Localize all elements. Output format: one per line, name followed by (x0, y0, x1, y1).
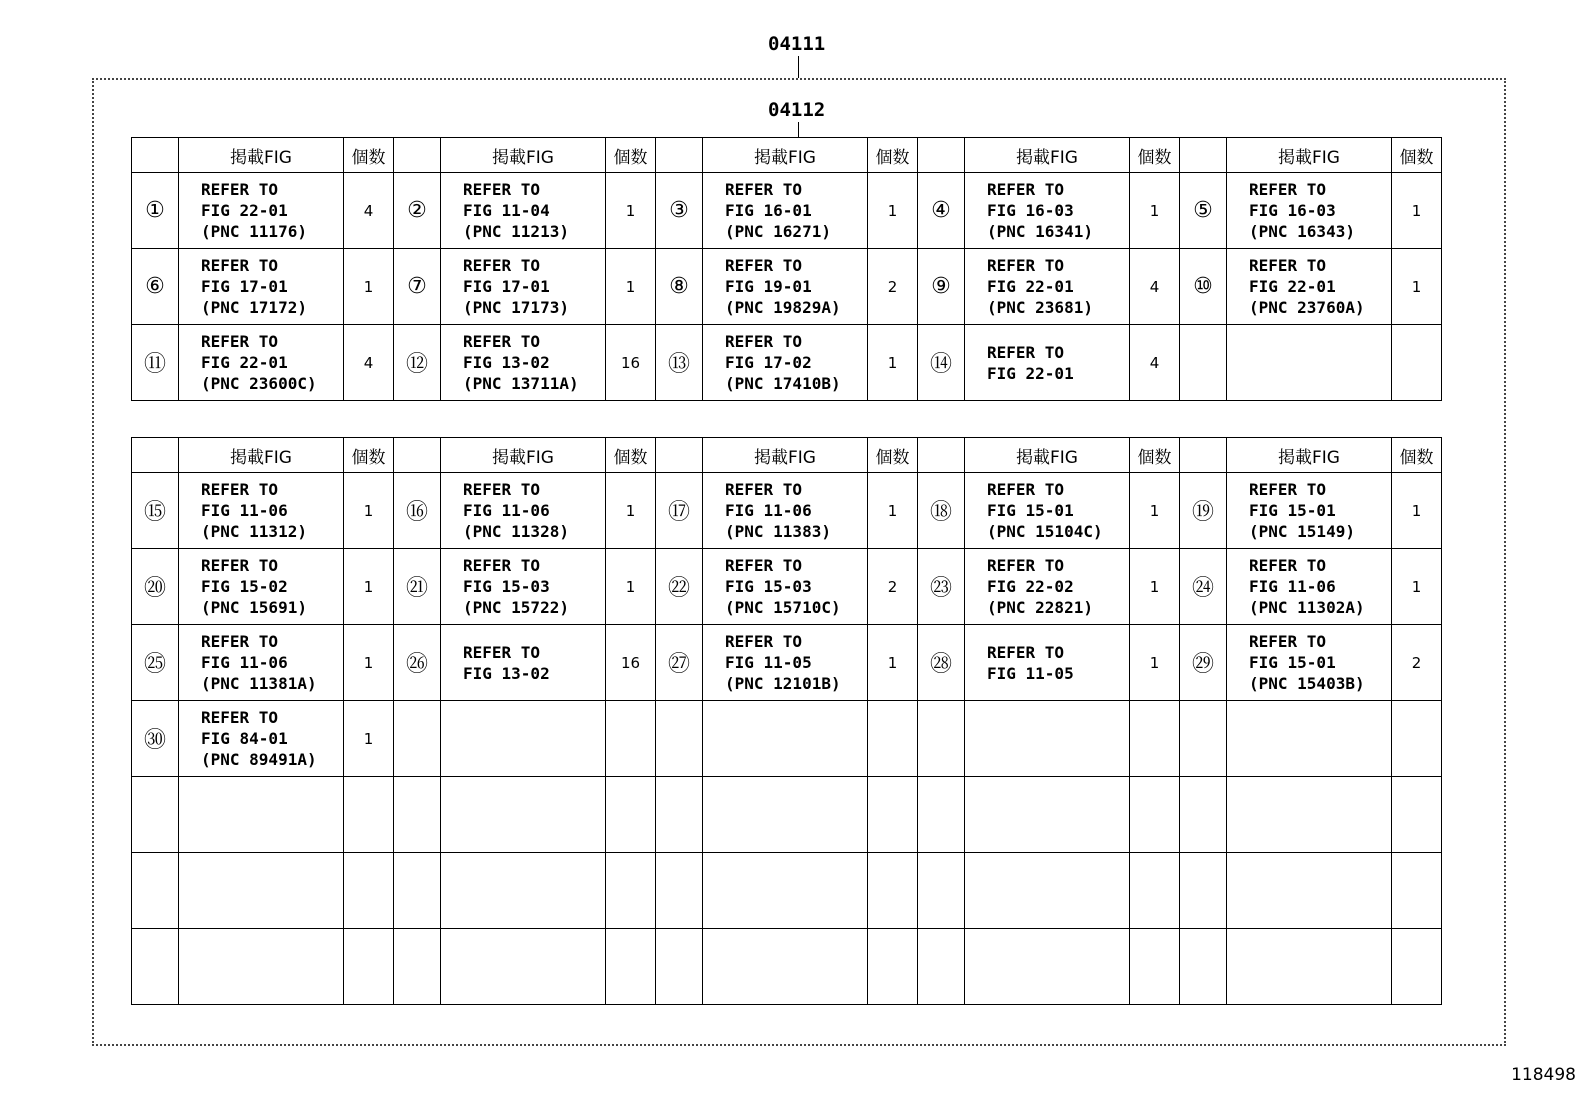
item-number (394, 929, 441, 1005)
quantity (1392, 777, 1442, 853)
quantity: 1 (1130, 173, 1180, 249)
figure-reference: REFER TO FIG 17-01 (PNC 17172) (179, 249, 344, 325)
figure-reference (703, 777, 868, 853)
header-fig-cell: 掲載FIG (1227, 138, 1392, 173)
quantity (606, 777, 656, 853)
quantity: 1 (606, 249, 656, 325)
figure-reference (1227, 701, 1392, 777)
item-number (394, 853, 441, 929)
quantity (1130, 929, 1180, 1005)
figure-reference (1227, 325, 1392, 401)
figure-reference (965, 853, 1130, 929)
item-number: ㉔ (1180, 549, 1227, 625)
figure-reference: REFER TO FIG 22-01 (PNC 23760A) (1227, 249, 1392, 325)
item-number (918, 853, 965, 929)
quantity: 1 (868, 473, 918, 549)
item-number: ㉖ (394, 625, 441, 701)
quantity: 1 (868, 325, 918, 401)
quantity: 2 (1392, 625, 1442, 701)
item-number (656, 929, 703, 1005)
header-qty-cell: 個数 (868, 138, 918, 173)
figure-reference: REFER TO FIG 17-01 (PNC 17173) (441, 249, 606, 325)
item-number (1180, 853, 1227, 929)
quantity (344, 853, 394, 929)
item-number: ⑩ (1180, 249, 1227, 325)
figure-reference: REFER TO FIG 11-06 (PNC 11383) (703, 473, 868, 549)
header-fig-cell: 掲載FIG (441, 438, 606, 473)
figure-reference: REFER TO FIG 13-02 (PNC 13711A) (441, 325, 606, 401)
quantity (1130, 777, 1180, 853)
figure-reference (703, 701, 868, 777)
quantity: 1 (344, 249, 394, 325)
quantity: 1 (344, 473, 394, 549)
figure-reference: REFER TO FIG 11-04 (PNC 11213) (441, 173, 606, 249)
item-number (394, 701, 441, 777)
item-number: ㉚ (132, 701, 179, 777)
quantity: 1 (1392, 473, 1442, 549)
figure-reference: REFER TO FIG 22-01 (PNC 23600C) (179, 325, 344, 401)
header-fig-cell: 掲載FIG (703, 138, 868, 173)
figure-reference (703, 929, 868, 1005)
quantity: 4 (1130, 249, 1180, 325)
quantity (606, 701, 656, 777)
item-number: ⑱ (918, 473, 965, 549)
parts-table-top (131, 137, 1442, 401)
quantity: 1 (344, 625, 394, 701)
header-fig-cell: 掲載FIG (441, 138, 606, 173)
item-number: ㉑ (394, 549, 441, 625)
quantity (1130, 701, 1180, 777)
header-num-cell (1180, 138, 1227, 173)
header-row (132, 438, 1442, 473)
inner-leader-line (798, 122, 799, 137)
quantity: 16 (606, 325, 656, 401)
outer-group-label: 04111 (768, 33, 826, 55)
quantity: 4 (1130, 325, 1180, 401)
item-number (656, 701, 703, 777)
figure-reference (965, 777, 1130, 853)
item-number: ⑫ (394, 325, 441, 401)
item-number (132, 929, 179, 1005)
figure-reference (965, 929, 1130, 1005)
table-row (132, 473, 1442, 549)
header-fig-cell: 掲載FIG (965, 438, 1130, 473)
document-id: 118498 (1511, 1065, 1576, 1085)
item-number (132, 853, 179, 929)
item-number: ㉕ (132, 625, 179, 701)
figure-reference: REFER TO FIG 15-01 (PNC 15403B) (1227, 625, 1392, 701)
item-number: ⑲ (1180, 473, 1227, 549)
quantity (868, 701, 918, 777)
figure-reference: REFER TO FIG 16-03 (PNC 16343) (1227, 173, 1392, 249)
figure-reference (1227, 929, 1392, 1005)
item-number: ③ (656, 173, 703, 249)
quantity (868, 929, 918, 1005)
item-number: ② (394, 173, 441, 249)
quantity: 1 (606, 549, 656, 625)
figure-reference: REFER TO FIG 15-03 (PNC 15710C) (703, 549, 868, 625)
quantity: 1 (868, 173, 918, 249)
quantity: 2 (868, 549, 918, 625)
quantity (1392, 325, 1442, 401)
item-number (656, 777, 703, 853)
item-number (1180, 325, 1227, 401)
item-number (1180, 701, 1227, 777)
header-num-cell (656, 138, 703, 173)
figure-reference (441, 929, 606, 1005)
table-row (132, 701, 1442, 777)
header-qty-cell: 個数 (1130, 438, 1180, 473)
quantity (344, 777, 394, 853)
table-row (132, 853, 1442, 929)
header-fig-cell: 掲載FIG (703, 438, 868, 473)
quantity: 1 (1392, 549, 1442, 625)
figure-reference: REFER TO FIG 11-05 (PNC 12101B) (703, 625, 868, 701)
quantity (868, 853, 918, 929)
item-number (1180, 777, 1227, 853)
item-number: ⑪ (132, 325, 179, 401)
figure-reference: REFER TO FIG 11-05 (965, 625, 1130, 701)
table-row (132, 173, 1442, 249)
item-number: ⑧ (656, 249, 703, 325)
header-num-cell (918, 138, 965, 173)
quantity: 1 (344, 701, 394, 777)
header-qty-cell: 個数 (606, 138, 656, 173)
item-number: ⑰ (656, 473, 703, 549)
figure-reference (703, 853, 868, 929)
quantity: 1 (1130, 473, 1180, 549)
table-row (132, 625, 1442, 701)
item-number: ⑳ (132, 549, 179, 625)
figure-reference (179, 853, 344, 929)
quantity: 1 (868, 625, 918, 701)
quantity: 1 (1130, 625, 1180, 701)
item-number (394, 777, 441, 853)
outer-leader-line (798, 56, 799, 78)
figure-reference: REFER TO FIG 16-01 (PNC 16271) (703, 173, 868, 249)
header-qty-cell: 個数 (344, 138, 394, 173)
quantity (1392, 929, 1442, 1005)
item-number: ⑥ (132, 249, 179, 325)
figure-reference: REFER TO FIG 16-03 (PNC 16341) (965, 173, 1130, 249)
item-number: ㉘ (918, 625, 965, 701)
figure-reference: REFER TO FIG 13-02 (441, 625, 606, 701)
figure-reference: REFER TO FIG 15-01 (PNC 15149) (1227, 473, 1392, 549)
figure-reference (1227, 777, 1392, 853)
item-number (918, 929, 965, 1005)
item-number (918, 701, 965, 777)
inner-group-label: 04112 (768, 99, 826, 121)
figure-reference: REFER TO FIG 11-06 (PNC 11302A) (1227, 549, 1392, 625)
quantity: 4 (344, 173, 394, 249)
quantity (344, 929, 394, 1005)
quantity: 4 (344, 325, 394, 401)
quantity: 1 (1392, 249, 1442, 325)
figure-reference: REFER TO FIG 22-01 (PNC 23681) (965, 249, 1130, 325)
item-number: ㉓ (918, 549, 965, 625)
figure-reference: REFER TO FIG 17-02 (PNC 17410B) (703, 325, 868, 401)
table-row (132, 777, 1442, 853)
item-number: ㉙ (1180, 625, 1227, 701)
header-num-cell (918, 438, 965, 473)
item-number: ㉗ (656, 625, 703, 701)
header-fig-cell: 掲載FIG (965, 138, 1130, 173)
figure-reference (1227, 853, 1392, 929)
item-number (1180, 929, 1227, 1005)
figure-reference: REFER TO FIG 22-02 (PNC 22821) (965, 549, 1130, 625)
table-row (132, 249, 1442, 325)
header-qty-cell: 個数 (1130, 138, 1180, 173)
header-fig-cell: 掲載FIG (179, 438, 344, 473)
header-qty-cell: 個数 (606, 438, 656, 473)
figure-reference (441, 701, 606, 777)
figure-reference (441, 853, 606, 929)
header-num-cell (394, 138, 441, 173)
parts-table-bottom (131, 437, 1442, 1005)
figure-reference: REFER TO FIG 15-01 (PNC 15104C) (965, 473, 1130, 549)
figure-reference: REFER TO FIG 19-01 (PNC 19829A) (703, 249, 868, 325)
figure-reference: REFER TO FIG 22-01 (965, 325, 1130, 401)
item-number (656, 853, 703, 929)
header-num-cell (656, 438, 703, 473)
quantity: 1 (1392, 173, 1442, 249)
figure-reference: REFER TO FIG 22-01 (PNC 11176) (179, 173, 344, 249)
quantity: 2 (868, 249, 918, 325)
header-num-cell (1180, 438, 1227, 473)
header-num-cell (132, 138, 179, 173)
quantity: 1 (344, 549, 394, 625)
item-number: ⑭ (918, 325, 965, 401)
quantity: 16 (606, 625, 656, 701)
item-number: ⑤ (1180, 173, 1227, 249)
table-row (132, 929, 1442, 1005)
table-row (132, 325, 1442, 401)
figure-reference (965, 701, 1130, 777)
figure-reference: REFER TO FIG 15-03 (PNC 15722) (441, 549, 606, 625)
table-row (132, 549, 1442, 625)
quantity (606, 853, 656, 929)
item-number: ⑮ (132, 473, 179, 549)
figure-reference: REFER TO FIG 11-06 (PNC 11328) (441, 473, 606, 549)
figure-reference (441, 777, 606, 853)
figure-reference: REFER TO FIG 15-02 (PNC 15691) (179, 549, 344, 625)
quantity: 1 (606, 173, 656, 249)
figure-reference (179, 777, 344, 853)
quantity (868, 777, 918, 853)
header-qty-cell: 個数 (868, 438, 918, 473)
item-number (918, 777, 965, 853)
figure-reference: REFER TO FIG 11-06 (PNC 11381A) (179, 625, 344, 701)
header-num-cell (394, 438, 441, 473)
item-number: ㉒ (656, 549, 703, 625)
header-fig-cell: 掲載FIG (179, 138, 344, 173)
header-row (132, 138, 1442, 173)
quantity (1130, 853, 1180, 929)
figure-reference: REFER TO FIG 11-06 (PNC 11312) (179, 473, 344, 549)
item-number: ⑯ (394, 473, 441, 549)
quantity (606, 929, 656, 1005)
header-num-cell (132, 438, 179, 473)
item-number: ⑦ (394, 249, 441, 325)
item-number: ⑨ (918, 249, 965, 325)
quantity (1392, 701, 1442, 777)
quantity (1392, 853, 1442, 929)
item-number: ④ (918, 173, 965, 249)
item-number: ⑬ (656, 325, 703, 401)
quantity: 1 (1130, 549, 1180, 625)
item-number: ① (132, 173, 179, 249)
header-qty-cell: 個数 (1392, 438, 1442, 473)
item-number (132, 777, 179, 853)
figure-reference: REFER TO FIG 84-01 (PNC 89491A) (179, 701, 344, 777)
header-fig-cell: 掲載FIG (1227, 438, 1392, 473)
figure-reference (179, 929, 344, 1005)
header-qty-cell: 個数 (1392, 138, 1442, 173)
quantity: 1 (606, 473, 656, 549)
header-qty-cell: 個数 (344, 438, 394, 473)
